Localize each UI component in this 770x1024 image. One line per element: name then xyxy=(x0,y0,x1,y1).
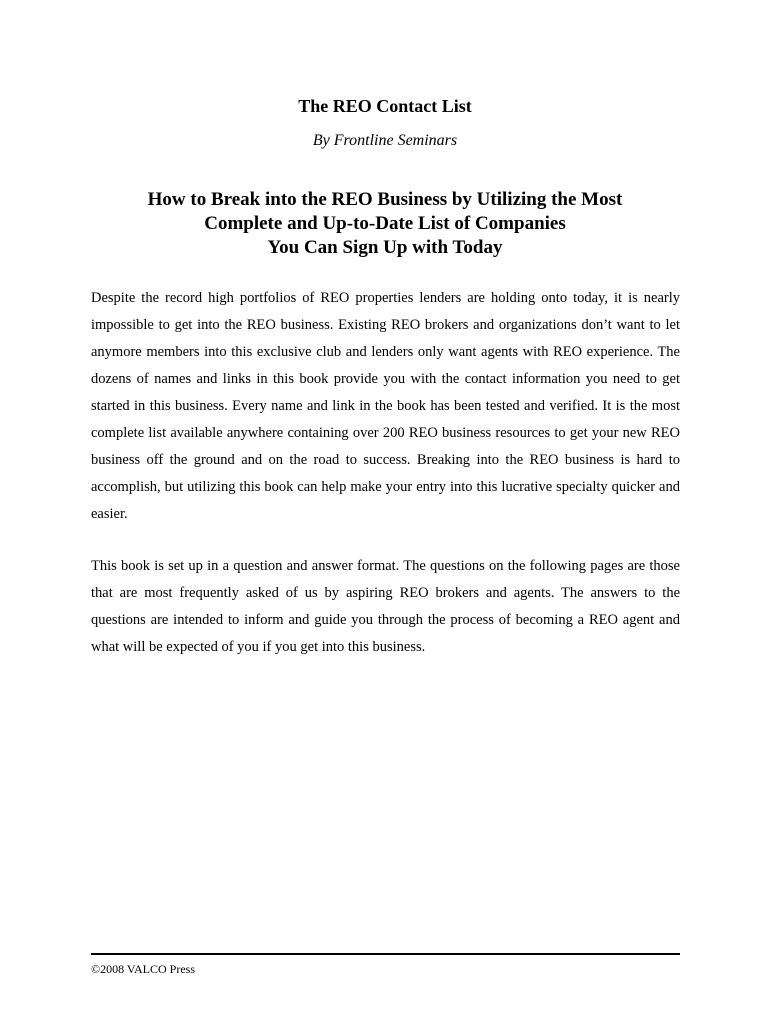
headline-line-2: Complete and Up-to-Date List of Companies xyxy=(204,213,566,234)
document-byline: By Frontline Seminars xyxy=(312,132,458,149)
body-paragraph-2: This book is set up in a question and answer format. The questions on the following pages are those that are most frequently asked of us by aspiring REO brokers and agents. The answers to the questions are intended to inform and guide you through the process of becoming a REO agent and what will be expected of you if you get into this business. xyxy=(91,558,680,655)
body-paragraph-1: Despite the record high portfolios of REO properties lenders are holding onto today, it is nearly impossible to get into the REO business. Existing REO brokers and organizations don’t want to let anymore members into this exclusive club and lenders only want agents with REO experience. The dozens of names and links in this book provide you with the contact information you need to get started in this business. Every name and link in the book has been tested and verified. It is the most complete list available anywhere containing over 200 REO business resources to get your new REO business off the ground and on the road to success. Breaking into the REO business is hard to accomplish, but utilizing this book can help make your entry into this lucrative specialty quicker and easier. xyxy=(91,290,680,522)
footer-copyright: ©2008 VALCO Press xyxy=(91,962,196,976)
headline-line-1: How to Break into the REO Business by Utilizing the Most xyxy=(147,189,623,210)
document-title: The REO Contact List xyxy=(298,96,472,116)
headline-line-3: You Can Sign Up with Today xyxy=(267,237,503,258)
document-headline xyxy=(90,188,680,260)
footer-divider xyxy=(91,953,680,955)
